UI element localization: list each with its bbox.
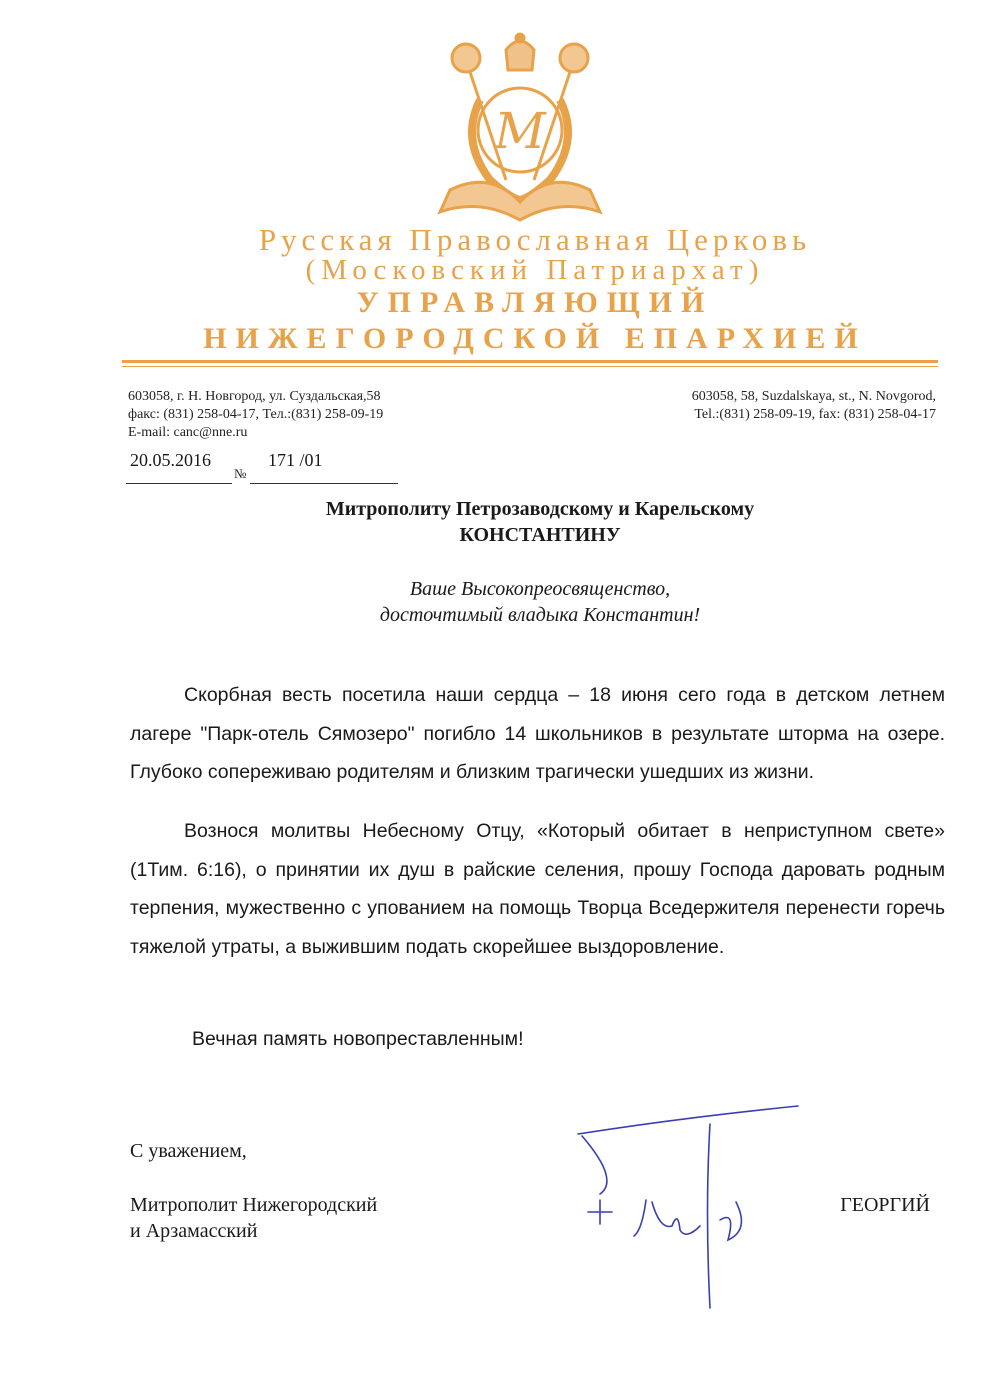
header-rule-thin <box>122 366 938 367</box>
signer-title: Митрополит Нижегородский <box>130 1194 378 1216</box>
salutation-line: Ваше Высокопреосвященство, <box>409 578 671 600</box>
body-paragraph: Вознося молитвы Небесному Отцу, «Который обитает в неприступном свете» (1Тим. 6:16), о принятии их душ в райские селения, прошу Господа даровать родным терпения, мужественно с упованием на помощь Творца Вседержителя перенести горечь тяжелой утраты, а выжившим подать скорейшее выздоровление. <box>130 820 945 958</box>
handwritten-signature <box>560 1090 810 1320</box>
emblem-monogram: М <box>494 102 546 160</box>
office-title: УПРАВЛЯЮЩИЙ <box>356 286 714 319</box>
recipient-name: КОНСТАНТИНУ <box>459 524 621 546</box>
address-line: 603058, г. Н. Новгород, ул. Суздальская,58 <box>128 389 381 404</box>
address-russian <box>128 388 383 442</box>
body-paragraph: Скорбная весть посетила наши сердца – 18 июня сего года в детском летнем лагере "Парк-отель Сямозеро" погибло 14 школьников в результате шторма на озере. Глубоко сопереживаю родителям и близким трагически ушедших из жизни. <box>130 684 945 783</box>
number-underline <box>250 483 398 484</box>
regards: С уважением, <box>130 1140 247 1162</box>
email-line: E-mail: canc@nne.ru <box>128 425 248 440</box>
header-rule <box>122 360 938 363</box>
diocese-title: НИЖЕГОРОДСКОЙ ЕПАРХИЕЙ <box>203 322 867 355</box>
contact-line: факс: (831) 258-04-17, Тел.:(831) 258-09-19 <box>128 407 384 422</box>
signer-name: ГЕОРГИЙ <box>840 1194 930 1216</box>
date-underline <box>126 483 232 484</box>
church-name: Русская Православная Церковь <box>258 222 812 257</box>
diocese-emblem <box>420 30 620 230</box>
letter-number: 171 /01 <box>268 450 323 470</box>
address-english <box>692 388 936 424</box>
recipient-title: Митрополиту Петрозаводскому и Карельскому <box>325 498 755 520</box>
contact-line: Tel.:(831) 258-09-19, fax: (831) 258-04-17 <box>694 407 936 422</box>
patriarchate-name: (Московский Патриархат) <box>305 254 765 286</box>
signer-title: и Арзамасский <box>130 1220 258 1242</box>
letter-date: 20.05.2016 <box>130 450 211 470</box>
closing-line: Вечная память новопреставленным! <box>192 1028 524 1050</box>
number-sign: № <box>234 466 247 481</box>
salutation-line: досточтимый владыка Константин! <box>379 604 701 626</box>
address-line: 603058, 58, Suzdalskaya, st., N. Novgorod, <box>691 389 936 404</box>
